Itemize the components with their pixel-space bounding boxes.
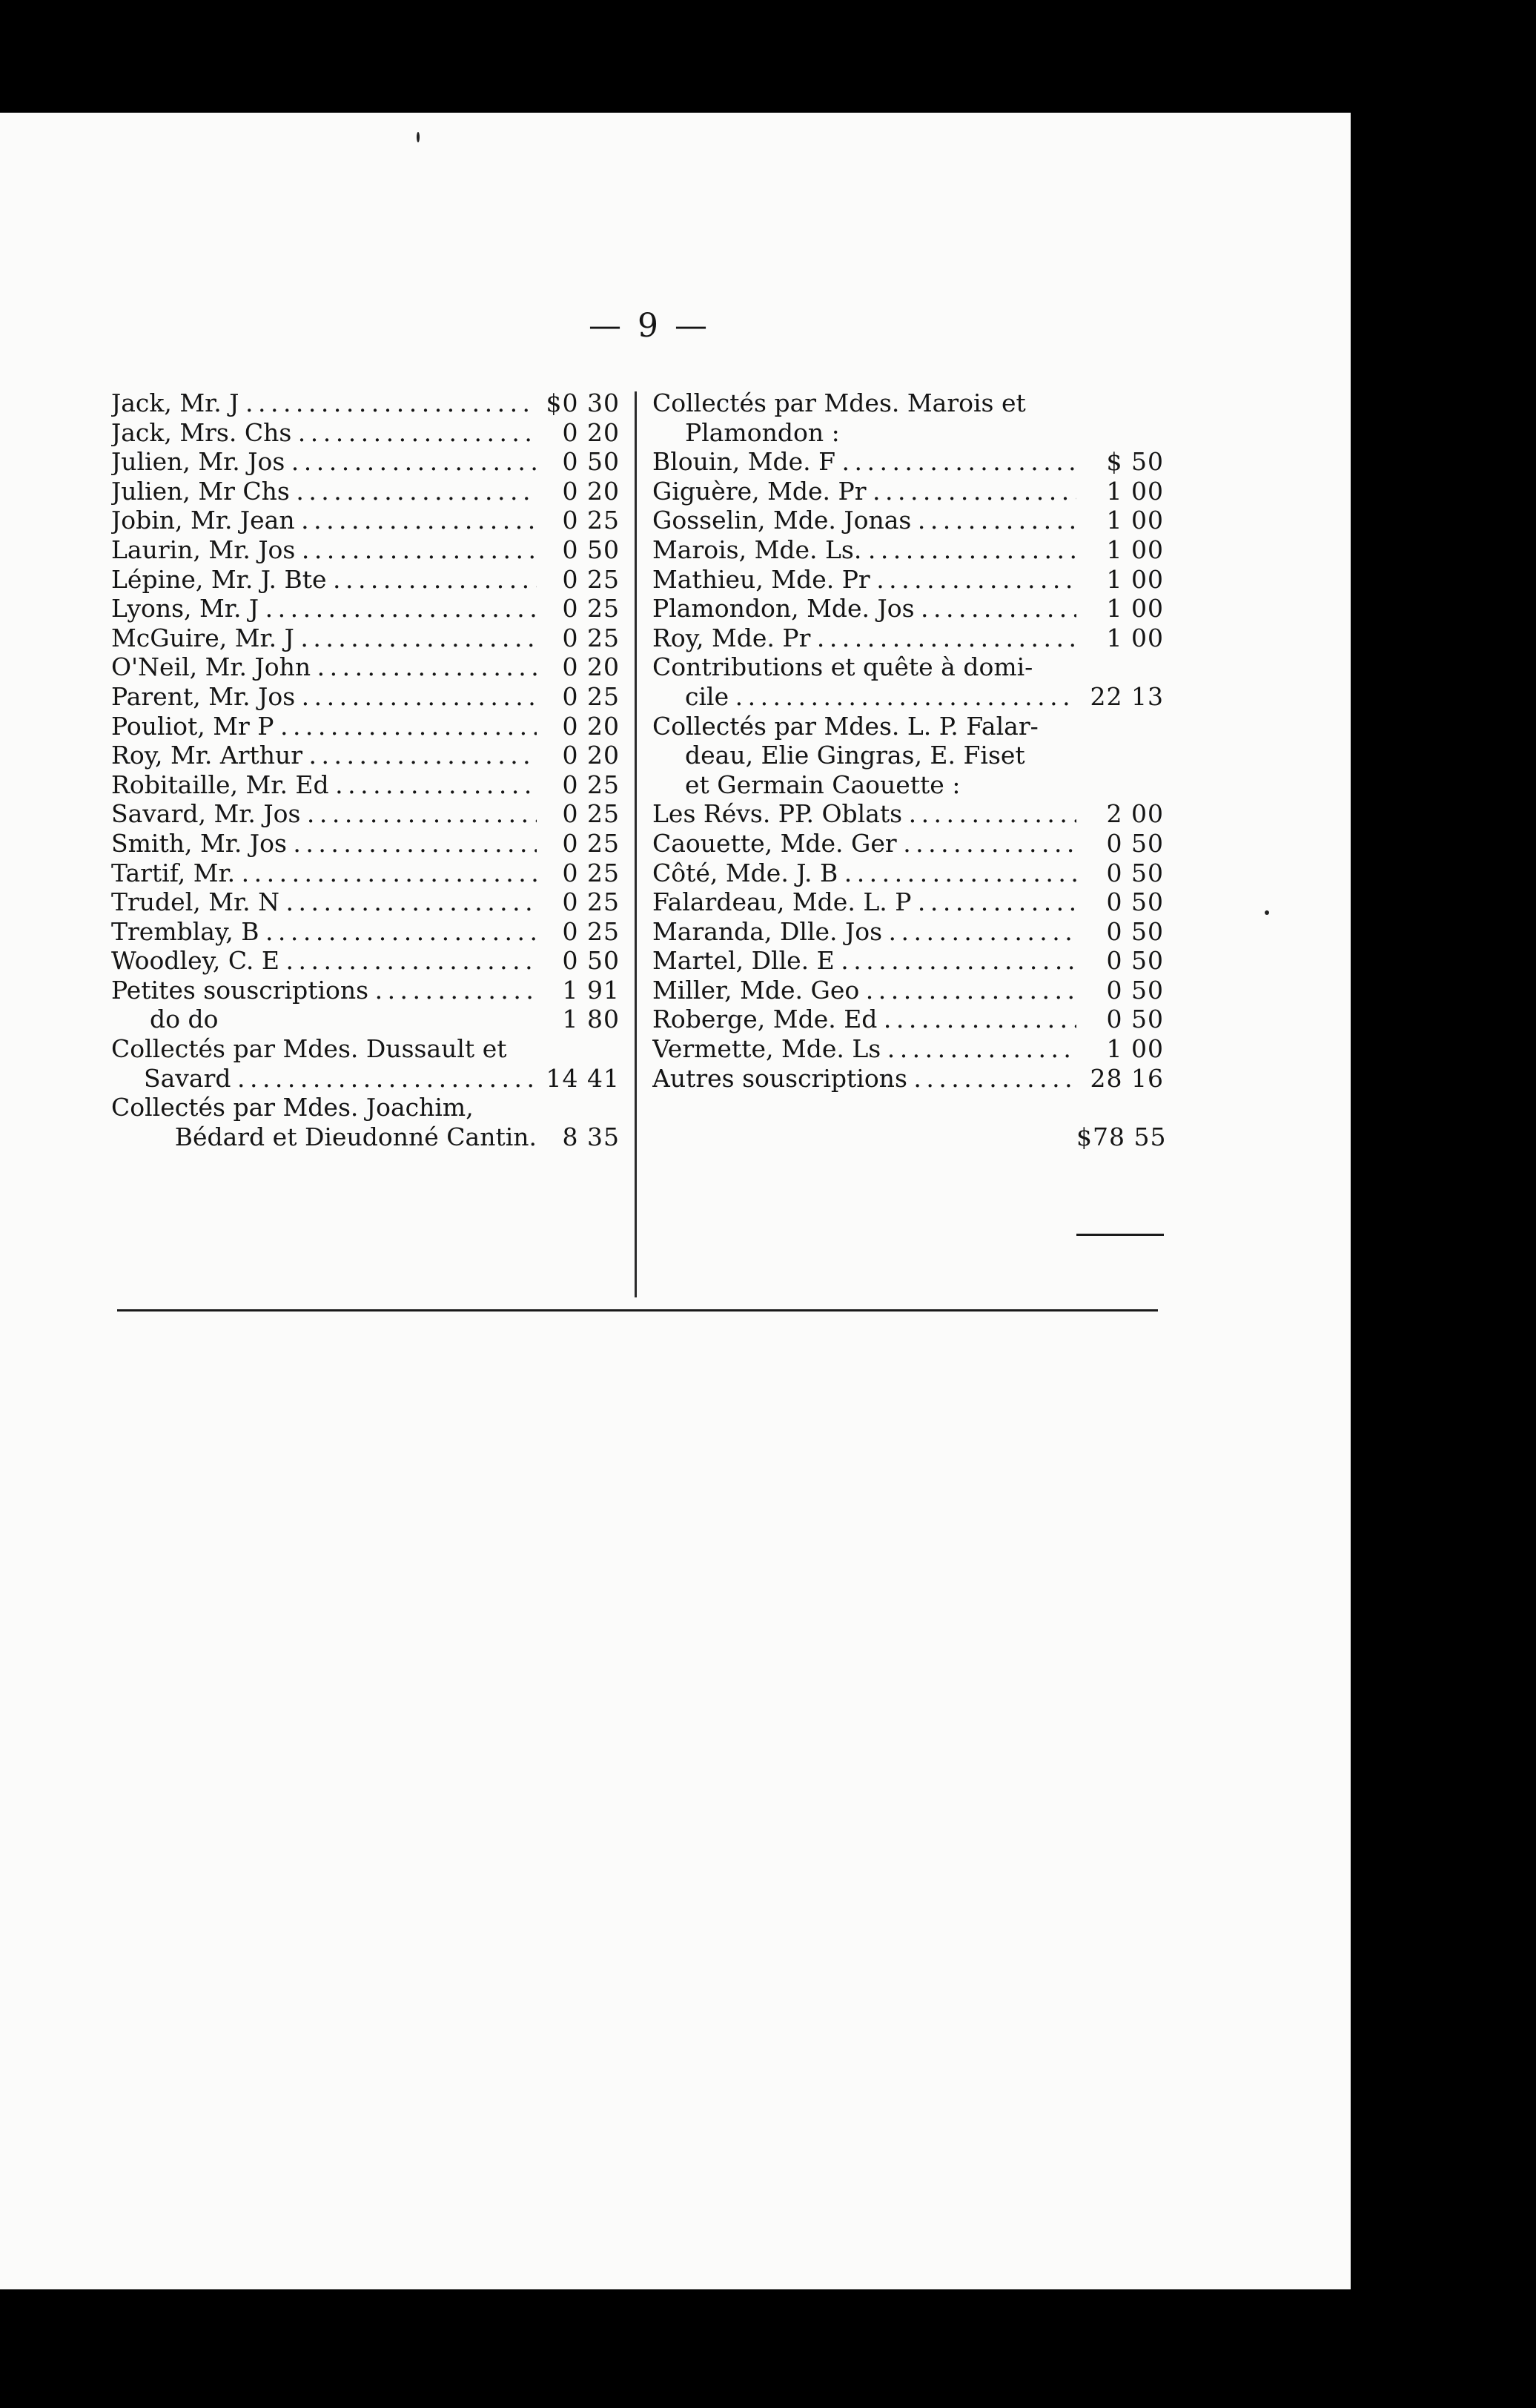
total-row: [652, 1122, 1167, 1152]
right-entry: [652, 770, 1164, 800]
right-entry: [652, 447, 1164, 477]
entry-name: Maranda, Dlle. Jos . . .: [652, 917, 1076, 947]
page-number: — 9 —: [589, 307, 710, 345]
entry-amount: 1 91: [562, 975, 620, 1005]
left-entry: [111, 506, 620, 535]
entry-name: Plamondon, Mde. Jos . . .: [652, 594, 1076, 624]
entry-name: Plamondon :: [685, 417, 840, 447]
left-entry: [111, 652, 620, 682]
left-entry: [111, 594, 620, 624]
ink-speck: [1265, 910, 1269, 915]
entry-amount: 0 25: [562, 828, 620, 858]
entry-name: Blouin, Mde. F . . .: [652, 447, 1076, 477]
entry-amount: 0 50: [562, 447, 620, 477]
entry-name: Tartif, Mr. . . .: [111, 859, 537, 888]
entry-amount: 0 25: [562, 623, 620, 652]
entry-name: Roy, Mr. Arthur . . .: [111, 741, 537, 770]
entry-name: Jack, Mrs. Chs . . .: [111, 418, 537, 448]
entry-amount: 0 25: [562, 916, 620, 946]
right-entry: [652, 477, 1164, 506]
right-entry: [652, 565, 1164, 595]
entry-name: Pouliot, Mr P . . .: [111, 712, 537, 741]
entry-name: Smith, Mr. Jos . . .: [111, 829, 537, 859]
right-entry: [652, 829, 1164, 859]
entry-amount: 0 50: [1106, 828, 1164, 858]
left-entry: [111, 1093, 620, 1122]
total-rule: [1076, 1234, 1164, 1236]
entry-amount: 0 20: [562, 417, 620, 447]
left-entry: [111, 1034, 620, 1064]
left-entry: [111, 477, 620, 506]
entry-name: Lépine, Mr. J. Bte . . .: [111, 565, 537, 595]
entry-name: Robitaille, Mr. Ed . . .: [111, 770, 537, 800]
left-entry: [111, 917, 620, 947]
entry-amount: 0 20: [562, 741, 620, 770]
left-entry: [111, 1122, 620, 1152]
left-entry: [111, 535, 620, 565]
entry-name: Bédard et Dieudonné Cantin.: [174, 1122, 537, 1151]
entry-amount: $0 30: [546, 388, 620, 417]
entry-amount: 0 50: [1106, 975, 1164, 1005]
right-entry: [652, 1064, 1164, 1094]
entry-name: Collectés par Mdes. L. P. Falar-: [652, 711, 1039, 741]
right-entry: [652, 712, 1164, 741]
ink-speck: [417, 132, 420, 142]
entry-amount: 0 25: [562, 887, 620, 917]
left-entry: [111, 565, 620, 595]
entry-amount: 0 50: [1106, 916, 1164, 946]
spacer: [652, 1093, 1164, 1122]
entry-amount: 1 00: [1106, 564, 1164, 594]
entry-amount: 0 25: [562, 506, 620, 535]
left-entry: [111, 741, 620, 770]
left-entry: [111, 829, 620, 859]
entry-name: Giguère, Mde. Pr . . .: [652, 477, 1076, 506]
entry-amount: 8 35: [562, 1122, 620, 1151]
right-entry: [652, 859, 1164, 888]
left-entry: [111, 1064, 620, 1094]
entry-amount: 0 25: [562, 681, 620, 711]
entry-amount: $ 50: [1106, 447, 1164, 477]
right-entry: [652, 594, 1164, 624]
entry-name: Marois, Mde. Ls. . . .: [652, 535, 1076, 565]
right-entry: [652, 682, 1164, 712]
right-entry: [652, 976, 1164, 1005]
left-entry: [111, 859, 620, 888]
entry-name: Mathieu, Mde. Pr . . .: [652, 565, 1076, 595]
entry-amount: 0 50: [1106, 1005, 1164, 1034]
entry-name: Petites souscriptions . . .: [111, 976, 537, 1005]
entry-name: Laurin, Mr. Jos . . .: [111, 535, 537, 565]
entry-name: Contributions et quête à domi-: [652, 652, 1033, 682]
entry-name: et Germain Caouette :: [685, 770, 961, 799]
right-entry: [652, 624, 1164, 653]
entry-amount: 22 13: [1090, 681, 1164, 711]
entry-name: Martel, Dlle. E . . .: [652, 946, 1076, 976]
entry-name: Caouette, Mde. Ger . . .: [652, 829, 1076, 859]
entry-name: McGuire, Mr. J . . .: [111, 624, 537, 653]
entry-name: Julien, Mr Chs . . .: [111, 477, 537, 506]
entry-amount: 0 25: [562, 564, 620, 594]
entry-name: deau, Elie Gingras, E. Fiset: [685, 741, 1025, 770]
entry-amount: 0 25: [562, 799, 620, 829]
right-entry: [652, 799, 1164, 829]
entry-name: Collectés par Mdes. Joachim,: [111, 1093, 474, 1122]
left-entry: [111, 946, 620, 976]
entry-name: Les Révs. PP. Oblats . . .: [652, 799, 1076, 829]
entry-amount: 1 80: [562, 1005, 620, 1034]
right-column: [652, 388, 1167, 1151]
right-entry: [652, 1005, 1164, 1034]
entry-amount: 0 25: [562, 594, 620, 624]
total-amount: $78 55: [1076, 1122, 1167, 1151]
column-divider: [635, 391, 637, 1297]
entry-name: Savard . . .: [111, 1064, 537, 1094]
entry-name: Vermette, Mde. Ls . . .: [652, 1034, 1076, 1064]
entry-name: Jobin, Mr. Jean . . .: [111, 506, 537, 535]
entry-amount: 0 25: [562, 858, 620, 887]
right-entry: [652, 418, 1164, 448]
entry-amount: 0 25: [562, 770, 620, 799]
entry-amount: 0 20: [562, 476, 620, 506]
entry-name: Jack, Mr. J . . .: [111, 388, 537, 418]
right-entry: [652, 506, 1164, 535]
entry-name: Lyons, Mr. J . . .: [111, 594, 537, 624]
left-entry: [111, 418, 620, 448]
left-entry: [111, 1005, 620, 1034]
entry-name: Roy, Mde. Pr . . .: [652, 624, 1076, 653]
left-column: [111, 388, 620, 1151]
page: [0, 113, 1351, 2289]
entry-name: Trudel, Mr. N . . .: [111, 887, 537, 917]
entry-name: Côté, Mde. J. B . . .: [652, 859, 1076, 888]
entry-amount: 14 41: [546, 1063, 620, 1093]
entry-amount: 0 50: [1106, 858, 1164, 887]
right-entry: [652, 917, 1164, 947]
right-entry: [652, 741, 1164, 770]
left-entry: [111, 976, 620, 1005]
entry-name: O'Neil, Mr. John . . .: [111, 652, 537, 682]
right-entry: [652, 535, 1164, 565]
entry-name: Woodley, C. E . . .: [111, 946, 537, 976]
bottom-rule: [117, 1309, 1158, 1312]
entry-name: do do: [150, 1005, 219, 1034]
entry-amount: 1 00: [1106, 535, 1164, 564]
entry-amount: 0 20: [562, 652, 620, 682]
left-entry: [111, 799, 620, 829]
entry-amount: 1 00: [1106, 594, 1164, 624]
entry-name: Autres souscriptions . . .: [652, 1064, 1076, 1094]
entry-name: Roberge, Mde. Ed . . .: [652, 1005, 1076, 1034]
entry-amount: 0 50: [562, 946, 620, 976]
entry-amount: 1 00: [1106, 506, 1164, 535]
entry-amount: 1 00: [1106, 476, 1164, 506]
left-entry: [111, 887, 620, 917]
entry-amount: 1 00: [1106, 623, 1164, 652]
entry-amount: 2 00: [1106, 799, 1164, 829]
entry-name: cile . . .: [652, 682, 1076, 712]
right-entry: [652, 946, 1164, 976]
entry-amount: 0 20: [562, 711, 620, 741]
entry-amount: 1 00: [1106, 1034, 1164, 1064]
entry-name: Collectés par Mdes. Marois et: [652, 388, 1026, 417]
entry-name: Julien, Mr. Jos . . .: [111, 447, 537, 477]
right-entry: [652, 388, 1164, 418]
entry-amount: 0 50: [1106, 887, 1164, 917]
entry-name: Tremblay, B . . .: [111, 917, 537, 947]
entry-name: Parent, Mr. Jos . . .: [111, 682, 537, 712]
entry-name: Falardeau, Mde. L. P . . .: [652, 887, 1076, 917]
right-entry: [652, 1034, 1164, 1064]
right-entry: [652, 652, 1164, 682]
entry-amount: 28 16: [1090, 1063, 1164, 1093]
entry-name: Savard, Mr. Jos . . .: [111, 799, 537, 829]
left-entry: [111, 712, 620, 741]
entry-name: Miller, Mde. Geo . . .: [652, 976, 1076, 1005]
entry-name: Collectés par Mdes. Dussault et: [111, 1034, 507, 1064]
left-entry: [111, 388, 620, 418]
right-entry: [652, 887, 1164, 917]
left-entry: [111, 770, 620, 800]
left-entry: [111, 624, 620, 653]
left-entry: [111, 682, 620, 712]
entry-amount: 0 50: [1106, 946, 1164, 976]
entry-name: Gosselin, Mde. Jonas . . .: [652, 506, 1076, 535]
left-entry: [111, 447, 620, 477]
entry-amount: 0 50: [562, 535, 620, 564]
